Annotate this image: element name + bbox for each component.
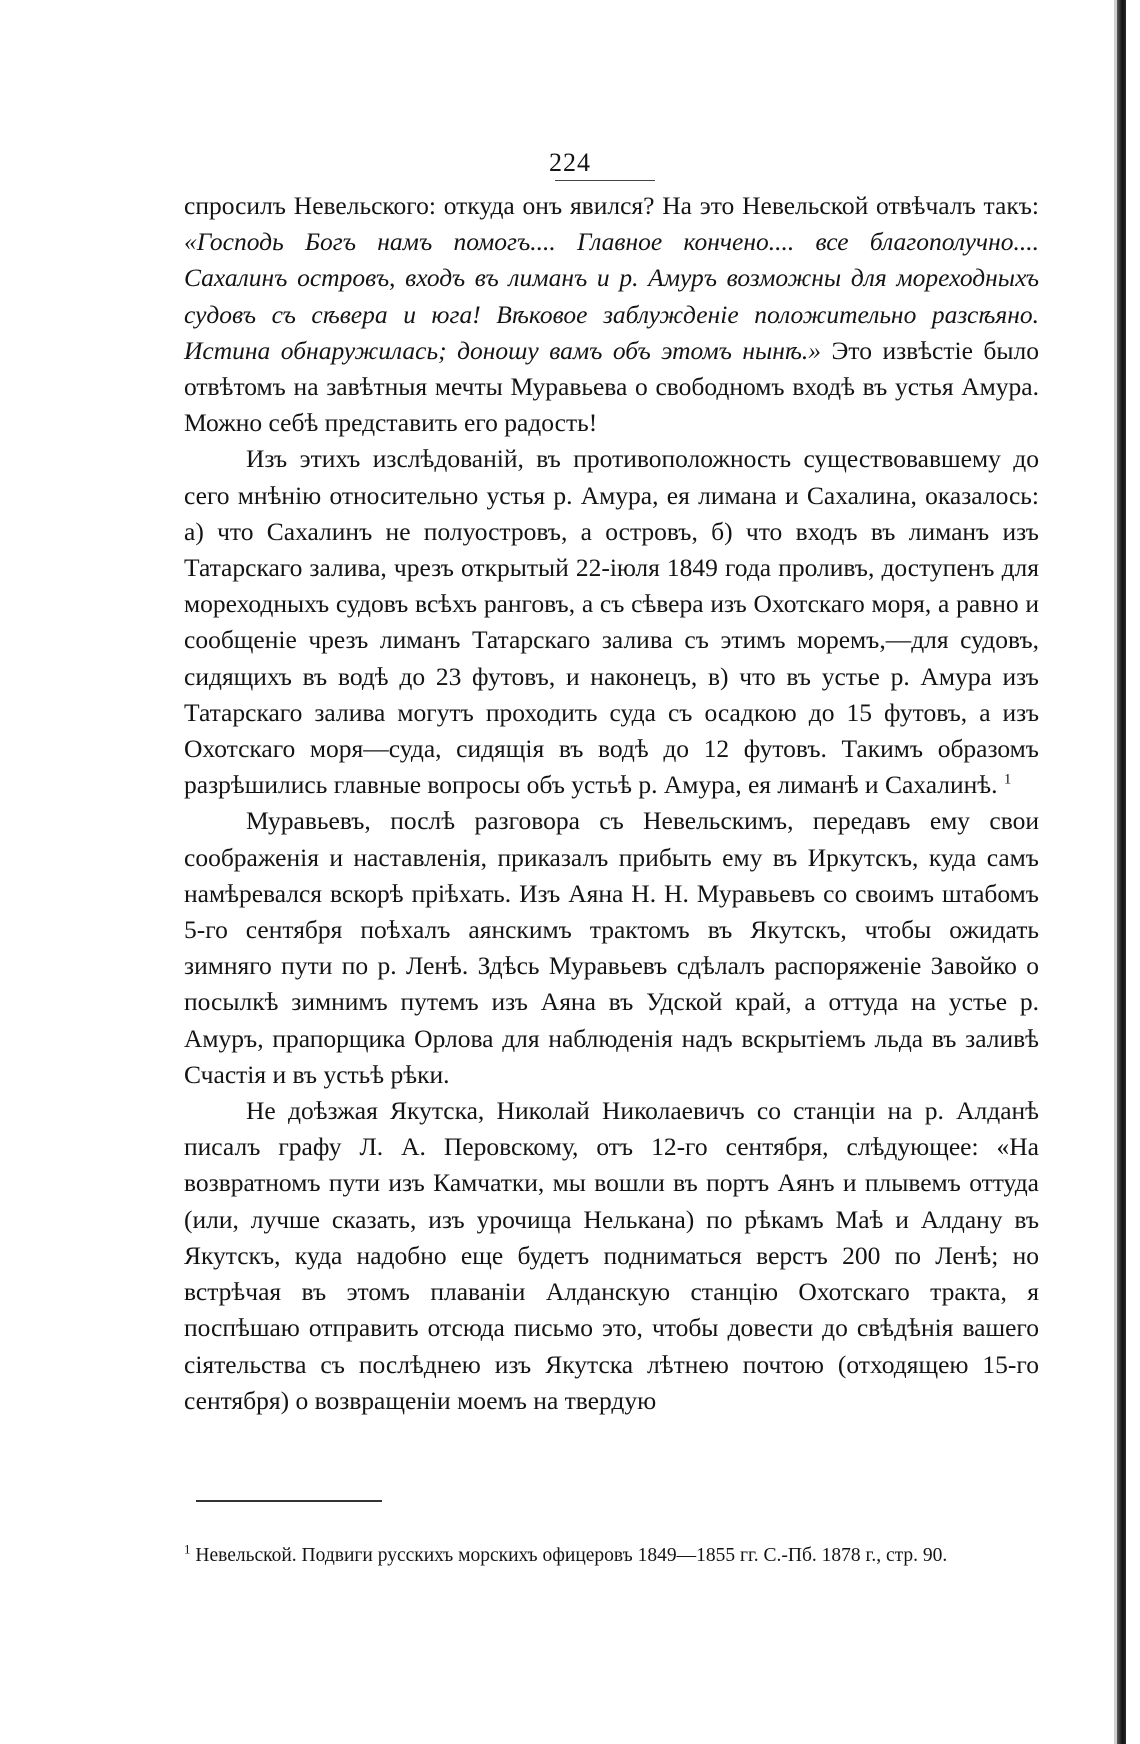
- footnote-separator: [196, 1500, 382, 1502]
- paragraph-2-text: Изъ этихъ изслѣдованій, въ противоположность существовавшему до сего мнѣнію относительно устья р. Амура, ея лимана и Сахалина, оказалось: а) что Сахалинъ не полуостровъ, а островъ, б) что входъ въ лиманъ изъ Татарскаго залива, чрезъ открытый 22-іюля 1849 года проливъ, доступенъ для мореходныхъ судовъ всѣхъ ранговъ, а съ сѣвера изъ Охотскаго моря, а равно и сообщеніе чрезъ лиманъ Татарскаго залива съ этимъ моремъ,—для судовъ, сидящихъ въ водѣ до 23 футовъ, и наконецъ, в) что въ устье р. Амура изъ Татарскаго залива могутъ проходить суда съ осадкою до 15 футовъ, а изъ Охотскаго моря—суда, сидящія въ водѣ до 12 футовъ. Такимъ образомъ разрѣшились главные вопросы объ устьѣ р. Амура, ея лиманѣ и Сахалинѣ.: [184, 444, 1039, 800]
- main-text: [184, 188, 1039, 1419]
- paragraph-4-text: Не доѣзжая Якутска, Николай Николаевичъ со станціи на р. Алданѣ писалъ графу Л. А. Перовскому, отъ 12-го сентября, слѣдующее: «На возвратномъ пути изъ Камчатки, мы вошли въ портъ Аянъ и плывемъ оттуда (или, лучше сказать, изъ урочища Нелькана) по рѣкамъ Маѣ и Алдану въ Якутскъ, куда надобно еще будетъ подниматься верстъ 200 по Ленѣ; но встрѣчая въ этомъ плаваніи Алданскую станцію Охотскаго тракта, я поспѣшаю отправить отсюда письмо это, чтобы довести до свѣдѣнія вашего сіятельства съ послѣднею изъ Якутска лѣтнею почтою (отходящею 15-го сентября) о возвращеніи моемъ на твердую: [184, 1096, 1039, 1415]
- paragraph-2: [184, 441, 1039, 803]
- footnote: [184, 1541, 1039, 1571]
- paragraph-1-intro: спросилъ Невельского: откуда онъ явился? На это Невельской отвѣчалъ такъ:: [184, 191, 1039, 220]
- paragraph-4: [184, 1093, 1039, 1419]
- paragraph-3-text: Муравьевъ, послѣ разговора съ Невельскимъ, передавъ ему свои соображенія и наставленія, приказалъ прибыть ему въ Иркутскъ, куда самъ намѣревался вскорѣ пріѣхать. Изъ Аяна Н. Н. Муравьевъ со своимъ штабомъ 5-го сентября поѣхалъ аянскимъ трактомъ въ Якутскъ, чтобы ожидать зимняго пути по р. Ленѣ. Здѣсь Муравьевъ сдѣлалъ распоряженіе Завойко о посылкѣ зимнимъ путемъ изъ Аяна въ Удской край, а оттуда на устье р. Амуръ, прапорщика Орлова для наблюденія надъ вскрытіемъ льда въ заливѣ Счастія и въ устьѣ рѣки.: [184, 806, 1039, 1089]
- page-number-rule: [555, 180, 655, 181]
- footnote-number: 1: [184, 1541, 191, 1557]
- footnote-marker[interactable]: 1: [1003, 771, 1012, 788]
- paragraph-3: [184, 803, 1039, 1093]
- paragraph-1-quote: «Господь Богъ намъ помогъ.... Главное кончено.... все благополучно.... Сахалинъ островъ, входъ въ лиманъ и р. Амуръ возможны для мореходныхъ судовъ съ сѣвера и юга! Вѣковое заблужденіе положительно разсѣяно. Истина обнаружилась; доношу вамъ объ этомъ нынѣ.»: [184, 227, 1039, 365]
- footnote-text: Невельской. Подвиги русскихъ морскихъ офицеровъ 1849—1855 гг. С.-Пб. 1878 г., стр. 90.: [195, 1545, 948, 1566]
- page-number: 224: [549, 148, 591, 177]
- book-spine-edge: [1117, 0, 1126, 1744]
- paragraph-1-conclusion: Это извѣстіе было отвѣтомъ на завѣтныя мечты Муравьева о свободномъ входѣ въ устья Амура. Можно себѣ представить его радость!: [184, 335, 1039, 438]
- paragraph-1: [184, 188, 1039, 441]
